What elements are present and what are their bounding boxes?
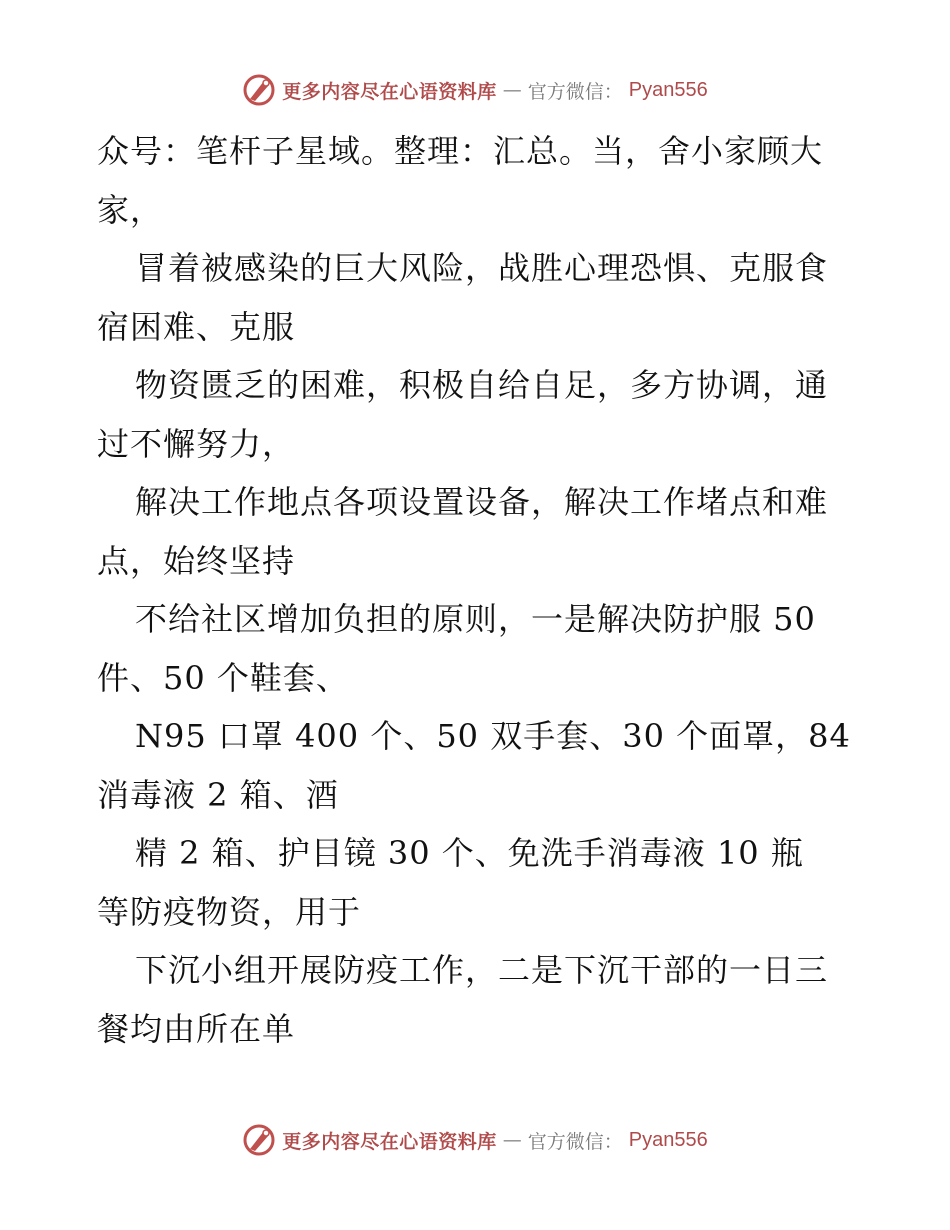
text-line-15: 下沉小组开展防疫工作，二是下沉干部的一日三 [135, 951, 829, 989]
text-line-1: 众号：笔杆子星域。整理：汇总。当，舍小家顾大 [97, 132, 824, 170]
header-dash: — [502, 79, 522, 101]
header-brand-text: 更多内容尽在心语资料库 [282, 80, 497, 103]
text-line-2: 家， [97, 190, 164, 229]
header-wechat-label: 官方微信： [527, 80, 623, 103]
footer-dash: — [502, 1129, 522, 1151]
text-line-6: 过不懈努力， [97, 424, 296, 463]
text-line-13: 精 2 箱、护目镜 30 个、免洗手消毒液 10 瓶 [135, 834, 804, 872]
text-line-12: 消毒液 2 箱、酒 [97, 775, 339, 814]
text-line-14: 等防疫物资，用于 [97, 892, 362, 931]
header-banner [0, 70, 950, 110]
text-line-4: 宿困难、克服 [97, 307, 296, 346]
text-line-9: 不给社区增加负担的原则，一是解决防护服 50 [135, 600, 816, 638]
footer-brand-text: 更多内容尽在心语资料库 [282, 1130, 497, 1153]
document-body [97, 122, 857, 1058]
brand-logo-icon [242, 73, 276, 107]
text-line-3: 冒着被感染的巨大风险，战胜心理恐惧、克服食 [135, 249, 829, 287]
text-line-10: 件、50 个鞋套、 [97, 658, 349, 697]
brand-logo-icon [242, 1123, 276, 1157]
footer-wechat-label: 官方微信： [527, 1130, 623, 1153]
text-line-11: N95 口罩 400 个、50 双手套、30 个面罩，84 [135, 717, 851, 755]
footer-wechat-id: Pyan556 [628, 1128, 708, 1151]
text-line-16: 餐均由所在单 [97, 1009, 296, 1048]
text-line-7: 解决工作地点各项设置设备，解决工作堵点和难 [135, 483, 829, 521]
footer-banner [0, 1120, 950, 1160]
text-line-8: 点，始终坚持 [97, 541, 296, 580]
header-wechat-id: Pyan556 [628, 78, 708, 101]
text-line-5: 物资匮乏的困难，积极自给自足，多方协调，通 [135, 366, 829, 404]
